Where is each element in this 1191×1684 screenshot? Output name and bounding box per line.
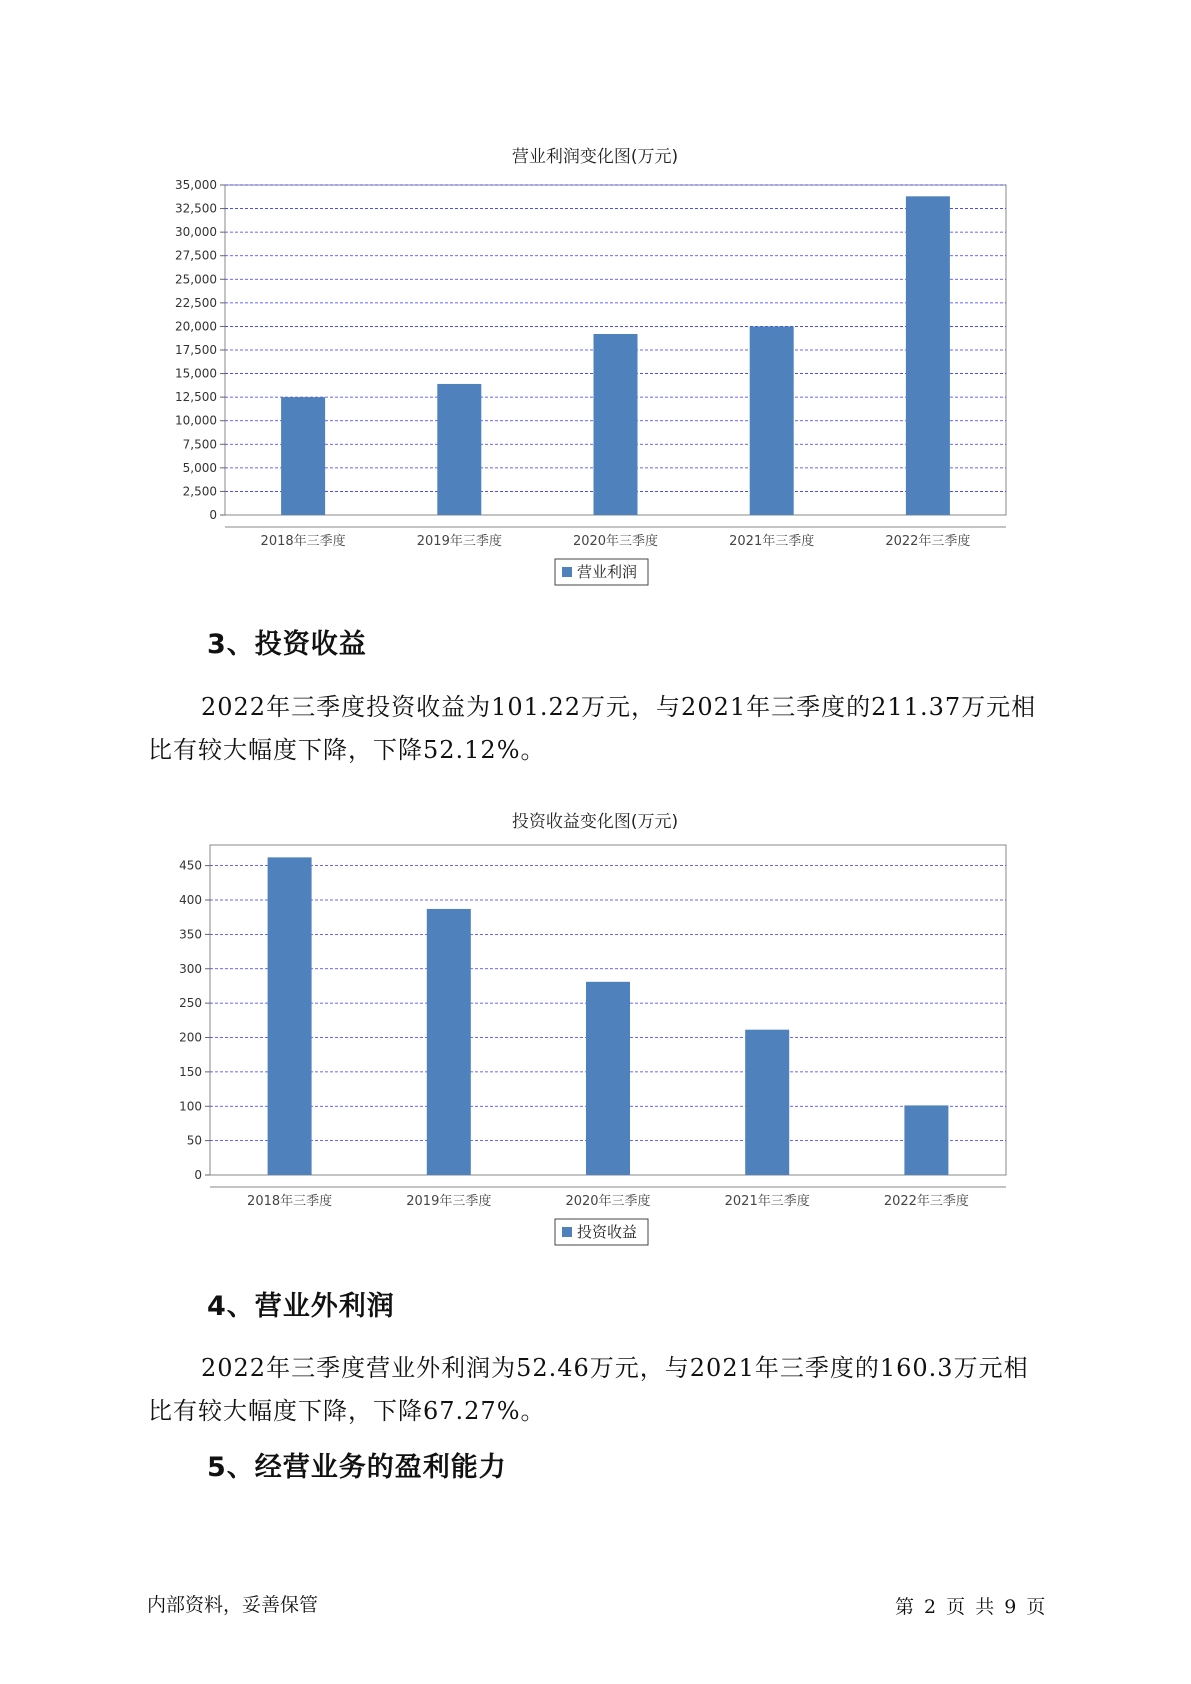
bar-3 [586, 982, 630, 1175]
y-tick-label: 2,500 [182, 484, 217, 499]
bar-4 [745, 1030, 789, 1175]
section-heading-nonoperating: 4、营业外利润 [207, 1291, 395, 1322]
y-tick-label: 150 [179, 1064, 202, 1079]
y-tick-label: 250 [179, 996, 202, 1011]
bar-5 [906, 196, 950, 515]
footer-page-number: 第 2 页 共 9 页 [895, 1596, 1046, 1618]
bar-3 [594, 334, 638, 515]
x-tick-label: 2020年三季度 [565, 1194, 651, 1209]
investment-chart [0, 795, 1191, 1265]
y-tick-label: 300 [179, 961, 202, 976]
y-tick-label: 450 [179, 858, 202, 873]
bar-5 [904, 1105, 948, 1175]
x-tick-label: 2020年三季度 [572, 534, 659, 549]
x-tick-label: 2019年三季度 [416, 534, 502, 549]
y-tick-label: 50 [186, 1133, 202, 1148]
y-tick-label: 5,000 [182, 460, 217, 475]
y-tick-label: 17,500 [175, 343, 217, 357]
y-tick-label: 0 [194, 1168, 202, 1182]
y-tick-label: 30,000 [175, 225, 217, 240]
x-tick-label: 2022年三季度 [885, 534, 971, 549]
investment-chart-svg [0, 795, 1191, 1265]
legend-swatch [562, 567, 572, 577]
profit-chart [0, 130, 1191, 600]
x-tick-label: 2018年三季度 [247, 1194, 333, 1209]
bar-1 [281, 397, 325, 515]
section-heading-profitability: 5、经营业务的盈利能力 [207, 1452, 507, 1483]
bar-4 [750, 326, 794, 515]
legend-label: 营业利润 [577, 563, 638, 581]
y-tick-label: 32,500 [175, 201, 217, 216]
x-tick-label: 2018年三季度 [260, 534, 346, 549]
paragraph-nonoperating: 2022年三季度营业外利润为52.46万元，与2021年三季度的160.3万元相比有较大幅度下降，下降67.27%。 [148, 1354, 1029, 1425]
y-tick-label: 22,500 [175, 295, 217, 310]
y-tick-label: 20,000 [175, 319, 217, 334]
profit-chart-svg [0, 130, 1191, 600]
y-tick-label: 100 [179, 1099, 202, 1114]
legend-label: 投资收益 [577, 1223, 638, 1241]
bar-2 [427, 909, 471, 1175]
y-tick-label: 10,000 [175, 413, 217, 428]
x-tick-label: 2021年三季度 [724, 1194, 810, 1209]
chart-title: 营业利润变化图(万元) [511, 147, 679, 167]
y-tick-label: 12,500 [175, 390, 217, 405]
legend-swatch [562, 1227, 572, 1237]
y-tick-label: 27,500 [175, 248, 217, 263]
y-tick-label: 400 [179, 893, 202, 907]
y-tick-label: 25,000 [175, 272, 217, 287]
footer-confidential: 内部资料，妥善保管 [147, 1594, 319, 1616]
bar-1 [268, 857, 312, 1175]
y-tick-label: 350 [179, 927, 202, 942]
y-tick-label: 200 [179, 1030, 202, 1045]
chart-title: 投资收益变化图(万元) [511, 812, 679, 832]
y-tick-label: 0 [209, 508, 217, 522]
y-tick-label: 35,000 [175, 178, 217, 192]
bar-2 [437, 384, 481, 515]
y-tick-label: 7,500 [182, 437, 217, 452]
x-tick-label: 2019年三季度 [406, 1194, 492, 1209]
y-tick-label: 15,000 [175, 366, 217, 381]
x-tick-label: 2021年三季度 [729, 534, 815, 549]
section-heading-investment: 3、投资收益 [207, 629, 367, 660]
paragraph-investment: 2022年三季度投资收益为101.22万元，与2021年三季度的211.37万元相比有较大幅度下降，下降52.12%。 [148, 693, 1037, 764]
x-tick-label: 2022年三季度 [883, 1194, 969, 1209]
